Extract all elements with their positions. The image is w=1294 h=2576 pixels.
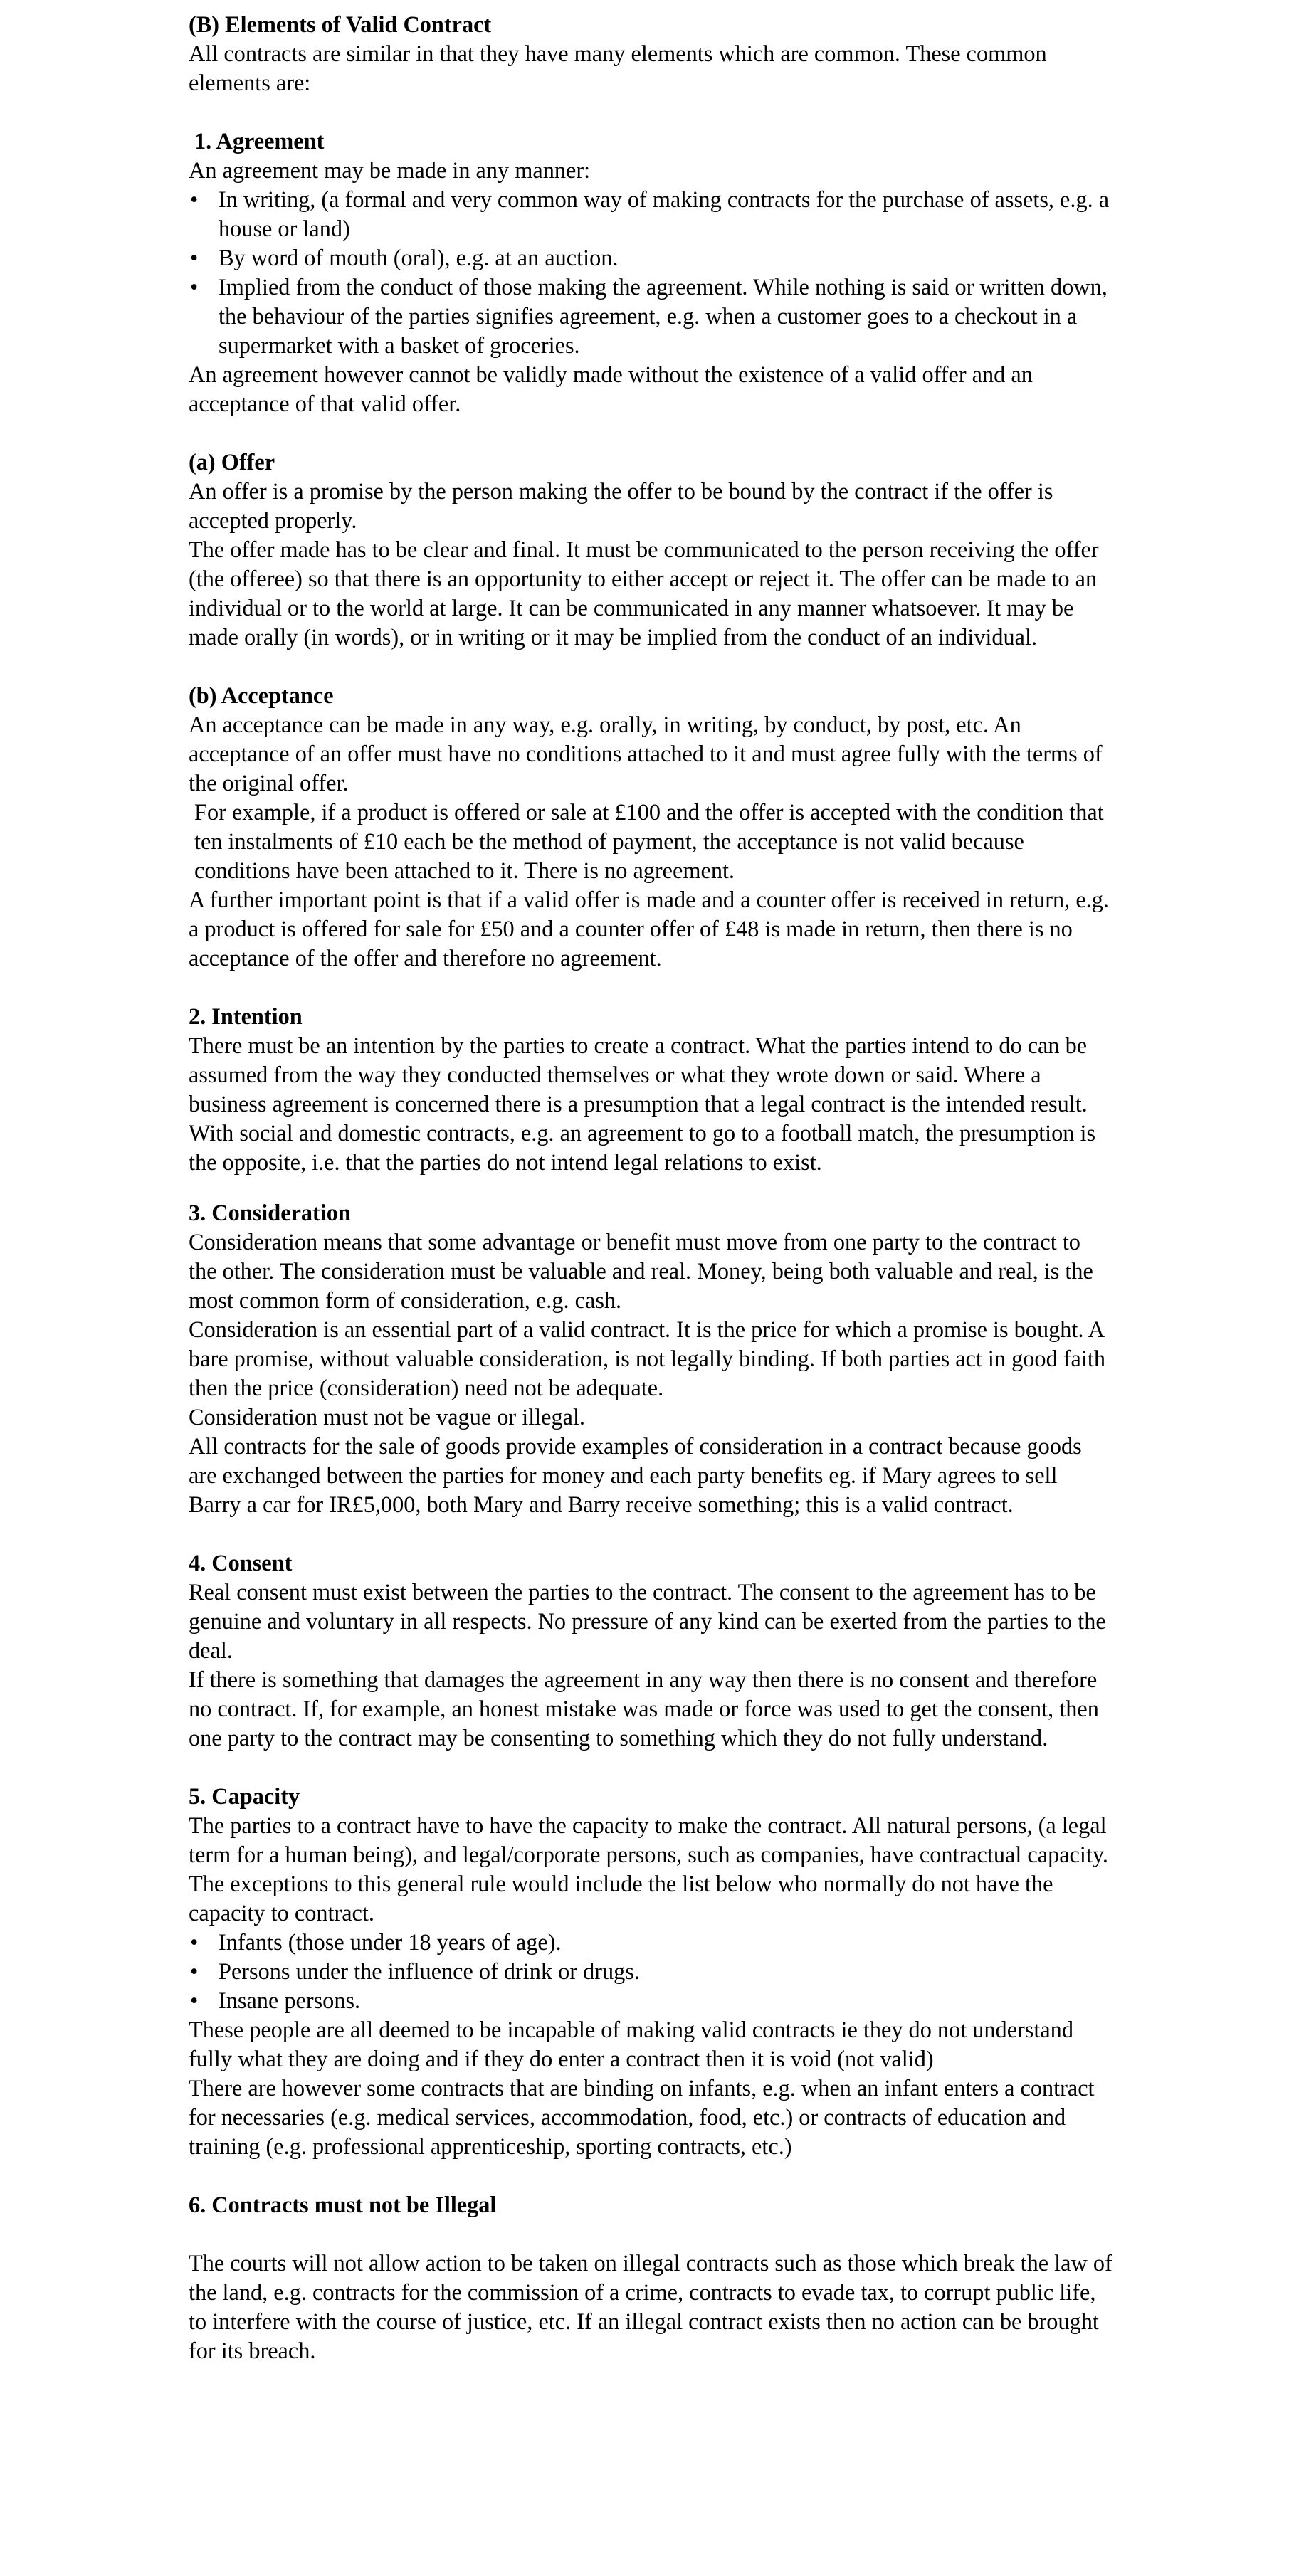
bullet-icon: •	[190, 1988, 199, 2013]
section-illegal	[189, 2190, 1114, 2365]
intention-heading: 2. Intention	[189, 1003, 303, 1029]
spacer	[189, 973, 1114, 1002]
consent-paragraph: Real consent must exist between the parties to the contract. The consent to the agreement has to be genuine and voluntary in all respects. No pressure of any kind can be exerted from the parties to the deal.	[189, 1579, 1106, 1663]
section-acceptance	[189, 681, 1114, 973]
acceptance-heading: (b) Acceptance	[189, 682, 334, 708]
list-item	[189, 1986, 1114, 2015]
list-item-text: By word of mouth (oral), e.g. at an auction.	[219, 245, 619, 270]
intro-paragraph: All contracts are similar in that they have many elements which are common. These common elements are:	[189, 41, 1047, 95]
bullet-icon: •	[190, 274, 199, 300]
spacer	[189, 1519, 1114, 1548]
consent-heading: 4. Consent	[189, 1550, 293, 1575]
consideration-paragraph: Consideration must not be vague or illegal.	[189, 1404, 586, 1430]
list-item-text: In writing, (a formal and very common way of making contracts for the purchase of assets, e.g. a house or land)	[219, 186, 1110, 241]
consideration-paragraph: All contracts for the sale of goods provide examples of consideration in a contract because goods are exchanged between the parties for money and each party benefits eg. if Mary agrees to sell Barry a car for IR£5,000, both Mary and Barry receive something; this is a valid contract.	[189, 1433, 1082, 1517]
capacity-heading: 5. Capacity	[189, 1783, 300, 1809]
spacer	[189, 2219, 1114, 2249]
spacer	[189, 1177, 1114, 1198]
agreement-closing: An agreement however cannot be validly made without the existence of a valid offer and an acceptance of that valid offer.	[189, 361, 1033, 416]
list-item	[189, 1928, 1114, 1957]
agreement-bullet-list	[189, 185, 1114, 360]
capacity-paragraph: These people are all deemed to be incapable of making valid contracts ie they do not understand fully what they are doing and if they do enter a contract then it is void (not valid)	[189, 2017, 1073, 2071]
consideration-paragraph: Consideration is an essential part of a valid contract. It is the price for which a promise is bought. A bare promise, without valuable consideration, is not legally binding. If both parties act in good faith then the price (consideration) need not be adequate.	[189, 1316, 1105, 1400]
bullet-icon: •	[190, 1929, 199, 1955]
offer-heading: (a) Offer	[189, 449, 275, 475]
consideration-heading: 3. Consideration	[189, 1200, 351, 1225]
section-capacity	[189, 1782, 1114, 2161]
list-item	[189, 273, 1114, 360]
acceptance-paragraph: For example, if a product is offered or sale at £100 and the offer is accepted with the condition that ten instalments of £10 each be the method of payment, the acceptance is not valid because conditions have been attached to it. There is no agreement.	[194, 799, 1104, 883]
list-item	[189, 185, 1114, 243]
agreement-lead: An agreement may be made in any manner:	[189, 157, 591, 183]
consent-paragraph: If there is something that damages the agreement in any way then there is no consent and therefore no contract. If, for example, an honest mistake was made or force was used to get the consent, then one party to the contract may be consenting to something which they do not fully understand.	[189, 1667, 1099, 1751]
capacity-paragraph: The exceptions to this general rule would include the list below who normally do not have the capacity to contract.	[189, 1871, 1053, 1926]
bullet-icon: •	[190, 245, 199, 270]
bullet-icon: •	[190, 186, 199, 212]
agreement-heading: 1. Agreement	[194, 128, 325, 154]
acceptance-paragraph: An acceptance can be made in any way, e.g. orally, in writing, by conduct, by post, etc. An acceptance of an offer must have no conditions attached to it and must agree fully with the terms of the original offer.	[189, 712, 1103, 796]
acceptance-paragraph: A further important point is that if a valid offer is made and a counter offer is received in return, e.g. a product is offered for sale for £50 and a counter offer of £48 is made in return, then there is no acceptance of the offer and therefore no agreement.	[189, 887, 1109, 971]
offer-paragraph: An offer is a promise by the person making the offer to be bound by the contract if the offer is accepted properly.	[189, 478, 1053, 533]
spacer	[189, 652, 1114, 681]
list-item-text: Infants (those under 18 years of age).	[219, 1929, 562, 1955]
spacer	[189, 1753, 1114, 1782]
section-intention	[189, 1002, 1114, 1177]
section-consideration	[189, 1198, 1114, 1519]
offer-paragraph: The offer made has to be clear and final. It must be communicated to the person receiving the offer (the offeree) so that there is an opportunity to either accept or reject it. The offer can be made to an individual or to the world at large. It can be communicated in any manner whatsoever. It may be made orally (in words), or in writing or it may be implied from the conduct of an individual.	[189, 537, 1099, 650]
intention-paragraph: There must be an intention by the parties to create a contract. What the parties intend to do can be assumed from the way they conducted themselves or what they wrote down or said. Where a business agreement is concerned there is a presumption that a legal contract is the intended result. With social and domestic contracts, e.g. an agreement to go to a football match, the presumption is the opposite, i.e. that the parties do not intend legal relations to exist.	[189, 1033, 1096, 1175]
list-item	[189, 243, 1114, 273]
document-title: (B) Elements of Valid Contract	[189, 11, 492, 37]
list-item-text: Implied from the conduct of those making the agreement. While nothing is said or written down, the behaviour of the parties signifies agreement, e.g. when a customer goes to a checkout in a supermarket with a basket of groceries.	[219, 274, 1108, 358]
list-item-text: Persons under the influence of drink or drugs.	[219, 1958, 640, 1984]
list-item	[189, 1957, 1114, 1986]
illegal-paragraph: The courts will not allow action to be taken on illegal contracts such as those which break the law of the land, e.g. contracts for the commission of a crime, contracts to evade tax, to corrupt public life, to interfere with the course of justice, etc. If an illegal contract exists then no action can be brought for its breach.	[189, 2250, 1112, 2363]
list-item-text: Insane persons.	[219, 1988, 361, 2013]
spacer	[189, 418, 1114, 448]
capacity-bullet-list	[189, 1928, 1114, 2015]
section-agreement	[189, 127, 1114, 418]
document-page	[189, 10, 1114, 2365]
spacer	[189, 97, 1114, 127]
capacity-paragraph: There are however some contracts that are binding on infants, e.g. when an infant enters a contract for necessaries (e.g. medical services, accommodation, food, etc.) or contracts of education and training (e.g. professional apprenticeship, sporting contracts, etc.)	[189, 2075, 1095, 2159]
bullet-icon: •	[190, 1958, 199, 1984]
spacer	[189, 2161, 1114, 2190]
illegal-heading: 6. Contracts must not be Illegal	[189, 2192, 497, 2217]
capacity-paragraph: The parties to a contract have to have the capacity to make the contract. All natural persons, (a legal term for a human being), and legal/corporate persons, such as companies, have contractual capacity.	[189, 1812, 1108, 1867]
section-offer	[189, 448, 1114, 652]
consideration-paragraph: Consideration means that some advantage or benefit must move from one party to the contract to the other. The consideration must be valuable and real. Money, being both valuable and real, is the most common form of consideration, e.g. cash.	[189, 1229, 1093, 1313]
section-consent	[189, 1548, 1114, 1753]
